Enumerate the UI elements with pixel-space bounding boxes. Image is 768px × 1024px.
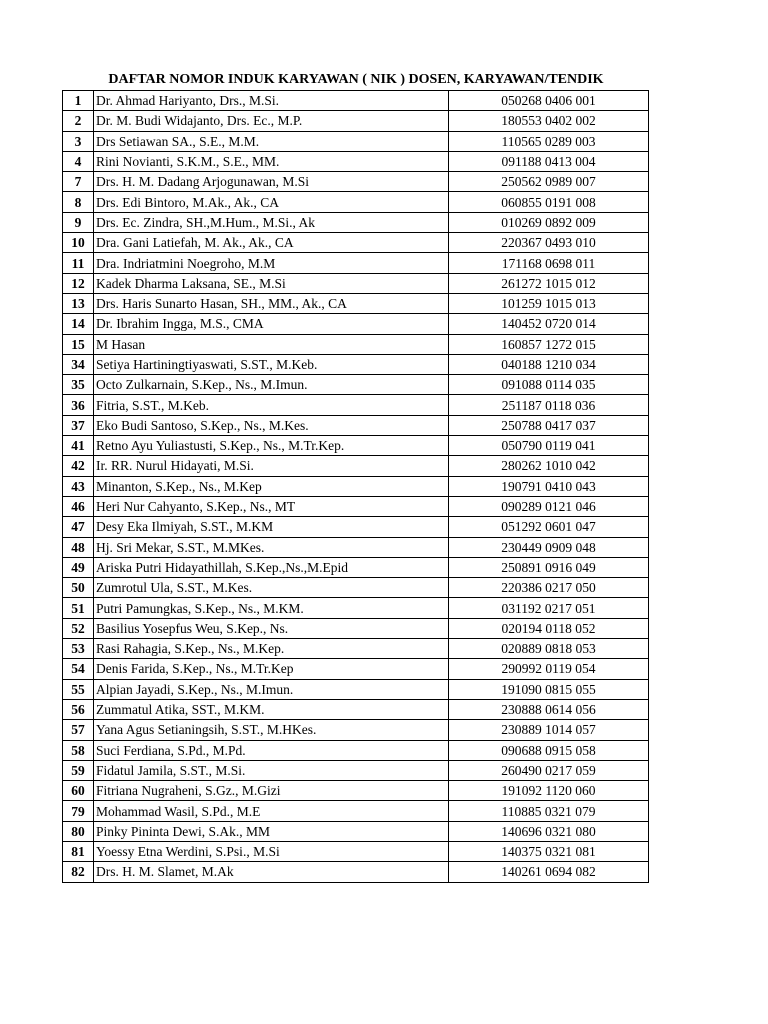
employee-name: Fidatul Jamila, S.ST., M.Si. (94, 760, 449, 780)
employee-name: Kadek Dharma Laksana, SE., M.Si (94, 273, 449, 293)
employee-name: Drs. H. M. Slamet, M.Ak (94, 862, 449, 882)
row-number: 12 (63, 273, 94, 293)
row-number: 57 (63, 720, 94, 740)
row-number: 2 (63, 111, 94, 131)
table-row (63, 354, 649, 374)
table-row (63, 476, 649, 496)
row-number: 14 (63, 314, 94, 334)
employee-name: Dr. Ahmad Hariyanto, Drs., M.Si. (94, 91, 449, 111)
employee-name: Minanton, S.Kep., Ns., M.Kep (94, 476, 449, 496)
employee-nik: 230888 0614 056 (449, 699, 649, 719)
employee-nik: 230889 1014 057 (449, 720, 649, 740)
employee-nik: 101259 1015 013 (449, 293, 649, 313)
table-row (63, 415, 649, 435)
table-row (63, 578, 649, 598)
employee-nik: 140696 0321 080 (449, 821, 649, 841)
row-number: 35 (63, 375, 94, 395)
employee-nik: 110565 0289 003 (449, 131, 649, 151)
employee-nik-table (62, 90, 649, 883)
employee-name: Octo Zulkarnain, S.Kep., Ns., M.Imun. (94, 375, 449, 395)
row-number: 81 (63, 841, 94, 861)
employee-name: Zummatul Atika, SST., M.KM. (94, 699, 449, 719)
employee-nik: 140452 0720 014 (449, 314, 649, 334)
row-number: 53 (63, 639, 94, 659)
table-row (63, 212, 649, 232)
table-row (63, 192, 649, 212)
employee-name: Dra. Gani Latiefah, M. Ak., Ak., CA (94, 233, 449, 253)
table-body (63, 91, 649, 883)
row-number: 80 (63, 821, 94, 841)
table-row (63, 233, 649, 253)
employee-name: Putri Pamungkas, S.Kep., Ns., M.KM. (94, 598, 449, 618)
row-number: 79 (63, 801, 94, 821)
table-row (63, 801, 649, 821)
employee-nik: 050268 0406 001 (449, 91, 649, 111)
row-number: 82 (63, 862, 94, 882)
row-number: 48 (63, 537, 94, 557)
employee-name: Fitria, S.ST., M.Keb. (94, 395, 449, 415)
employee-nik: 261272 1015 012 (449, 273, 649, 293)
employee-name: Drs. H. M. Dadang Arjogunawan, M.Si (94, 172, 449, 192)
employee-name: Ariska Putri Hidayathillah, S.Kep.,Ns.,M.Epid (94, 557, 449, 577)
employee-nik: 171168 0698 011 (449, 253, 649, 273)
employee-nik: 191090 0815 055 (449, 679, 649, 699)
row-number: 43 (63, 476, 94, 496)
employee-nik: 140261 0694 082 (449, 862, 649, 882)
row-number: 34 (63, 354, 94, 374)
table-row (63, 273, 649, 293)
table-row (63, 699, 649, 719)
row-number: 9 (63, 212, 94, 232)
employee-nik: 190791 0410 043 (449, 476, 649, 496)
table-row (63, 456, 649, 476)
employee-nik: 220386 0217 050 (449, 578, 649, 598)
employee-name: Fitriana Nugraheni, S.Gz., M.Gizi (94, 781, 449, 801)
employee-nik: 110885 0321 079 (449, 801, 649, 821)
employee-name: Drs Setiawan SA., S.E., M.M. (94, 131, 449, 151)
employee-name: Basilius Yosepfus Weu, S.Kep., Ns. (94, 618, 449, 638)
employee-nik: 090289 0121 046 (449, 496, 649, 516)
employee-nik: 250788 0417 037 (449, 415, 649, 435)
employee-name: Setiya Hartiningtiyaswati, S.ST., M.Keb. (94, 354, 449, 374)
table-row (63, 760, 649, 780)
table-row (63, 862, 649, 882)
table-row (63, 679, 649, 699)
row-number: 11 (63, 253, 94, 273)
document-title: DAFTAR NOMOR INDUK KARYAWAN ( NIK ) DOSEN, KARYAWAN/TENDIK (108, 72, 604, 87)
table-row (63, 618, 649, 638)
employee-nik: 290992 0119 054 (449, 659, 649, 679)
row-number: 49 (63, 557, 94, 577)
row-number: 41 (63, 436, 94, 456)
table-row (63, 517, 649, 537)
row-number: 42 (63, 456, 94, 476)
table-row (63, 172, 649, 192)
table-row (63, 91, 649, 111)
table-row (63, 253, 649, 273)
employee-nik: 180553 0402 002 (449, 111, 649, 131)
employee-nik: 230449 0909 048 (449, 537, 649, 557)
table-row (63, 111, 649, 131)
table-row (63, 639, 649, 659)
table-row (63, 395, 649, 415)
row-number: 46 (63, 496, 94, 516)
employee-name: Hj. Sri Mekar, S.ST., M.MKes. (94, 537, 449, 557)
row-number: 7 (63, 172, 94, 192)
row-number: 54 (63, 659, 94, 679)
employee-name: Alpian Jayadi, S.Kep., Ns., M.Imun. (94, 679, 449, 699)
employee-nik: 031192 0217 051 (449, 598, 649, 618)
row-number: 36 (63, 395, 94, 415)
employee-name: Dra. Indriatmini Noegroho, M.M (94, 253, 449, 273)
table-row (63, 720, 649, 740)
employee-nik: 280262 1010 042 (449, 456, 649, 476)
employee-name: M Hasan (94, 334, 449, 354)
row-number: 47 (63, 517, 94, 537)
row-number: 13 (63, 293, 94, 313)
employee-name: Drs. Edi Bintoro, M.Ak., Ak., CA (94, 192, 449, 212)
employee-nik: 040188 1210 034 (449, 354, 649, 374)
table-row (63, 314, 649, 334)
table-row (63, 557, 649, 577)
employee-nik: 140375 0321 081 (449, 841, 649, 861)
employee-name: Yoessy Etna Werdini, S.Psi., M.Si (94, 841, 449, 861)
row-number: 59 (63, 760, 94, 780)
employee-name: Rasi Rahagia, S.Kep., Ns., M.Kep. (94, 639, 449, 659)
employee-nik: 220367 0493 010 (449, 233, 649, 253)
row-number: 51 (63, 598, 94, 618)
table-row (63, 598, 649, 618)
employee-name: Suci Ferdiana, S.Pd., M.Pd. (94, 740, 449, 760)
row-number: 37 (63, 415, 94, 435)
table-row (63, 131, 649, 151)
employee-nik: 020889 0818 053 (449, 639, 649, 659)
employee-nik: 091188 0413 004 (449, 151, 649, 171)
employee-name: Desy Eka Ilmiyah, S.ST., M.KM (94, 517, 449, 537)
row-number: 52 (63, 618, 94, 638)
row-number: 58 (63, 740, 94, 760)
employee-nik: 251187 0118 036 (449, 395, 649, 415)
employee-name: Ir. RR. Nurul Hidayati, M.Si. (94, 456, 449, 476)
employee-name: Dr. M. Budi Widajanto, Drs. Ec., M.P. (94, 111, 449, 131)
table-row (63, 740, 649, 760)
table-row (63, 537, 649, 557)
employee-nik: 091088 0114 035 (449, 375, 649, 395)
employee-name: Drs. Ec. Zindra, SH.,M.Hum., M.Si., Ak (94, 212, 449, 232)
row-number: 50 (63, 578, 94, 598)
employee-name: Zumrotul Ula, S.ST., M.Kes. (94, 578, 449, 598)
table-row (63, 841, 649, 861)
row-number: 8 (63, 192, 94, 212)
employee-nik: 050790 0119 041 (449, 436, 649, 456)
employee-name: Pinky Pininta Dewi, S.Ak., MM (94, 821, 449, 841)
row-number: 15 (63, 334, 94, 354)
employee-nik: 250562 0989 007 (449, 172, 649, 192)
employee-name: Drs. Haris Sunarto Hasan, SH., MM., Ak., CA (94, 293, 449, 313)
employee-nik: 160857 1272 015 (449, 334, 649, 354)
employee-name: Eko Budi Santoso, S.Kep., Ns., M.Kes. (94, 415, 449, 435)
row-number: 1 (63, 91, 94, 111)
row-number: 55 (63, 679, 94, 699)
row-number: 56 (63, 699, 94, 719)
row-number: 3 (63, 131, 94, 151)
table-row (63, 781, 649, 801)
table-row (63, 496, 649, 516)
table-row (63, 151, 649, 171)
employee-name: Heri Nur Cahyanto, S.Kep., Ns., MT (94, 496, 449, 516)
employee-nik: 051292 0601 047 (449, 517, 649, 537)
row-number: 60 (63, 781, 94, 801)
table-row (63, 659, 649, 679)
employee-name: Rini Novianti, S.K.M., S.E., MM. (94, 151, 449, 171)
employee-nik: 191092 1120 060 (449, 781, 649, 801)
employee-name: Retno Ayu Yuliastusti, S.Kep., Ns., M.Tr.Kep. (94, 436, 449, 456)
employee-nik: 090688 0915 058 (449, 740, 649, 760)
row-number: 4 (63, 151, 94, 171)
table-row (63, 375, 649, 395)
employee-nik: 060855 0191 008 (449, 192, 649, 212)
table-row (63, 436, 649, 456)
employee-name: Dr. Ibrahim Ingga, M.S., CMA (94, 314, 449, 334)
employee-nik: 020194 0118 052 (449, 618, 649, 638)
table-row (63, 821, 649, 841)
employee-nik: 250891 0916 049 (449, 557, 649, 577)
employee-name: Mohammad Wasil, S.Pd., M.E (94, 801, 449, 821)
employee-name: Yana Agus Setianingsih, S.ST., M.HKes. (94, 720, 449, 740)
employee-nik: 260490 0217 059 (449, 760, 649, 780)
row-number: 10 (63, 233, 94, 253)
employee-nik: 010269 0892 009 (449, 212, 649, 232)
table-row (63, 334, 649, 354)
employee-name: Denis Farida, S.Kep., Ns., M.Tr.Kep (94, 659, 449, 679)
table-row (63, 293, 649, 313)
